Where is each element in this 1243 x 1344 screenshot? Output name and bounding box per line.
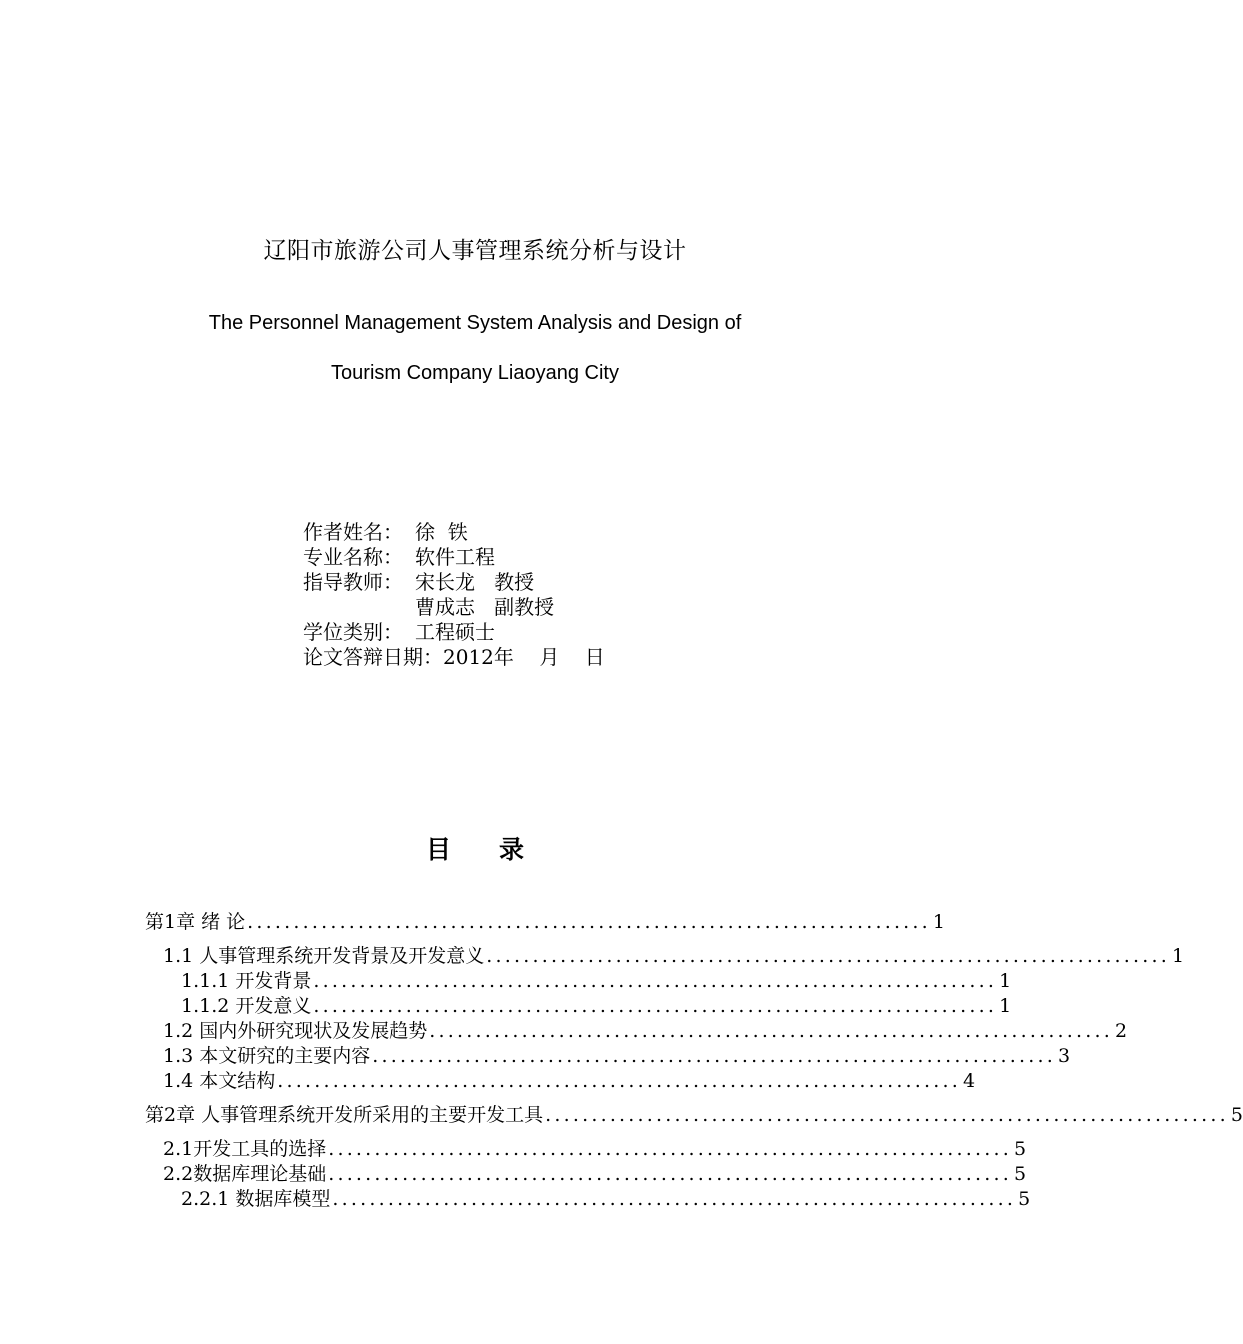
toc-leader-dots: .......................................................................... [313,995,998,1017]
toc-leader-dots: .......................................................................... [429,1020,1113,1042]
toc-entry[interactable] [145,969,1012,994]
author-value: 徐 铁 [415,520,468,544]
toc-entry-page: 1 [999,970,1012,992]
toc-leader-dots: .......................................................................... [328,1163,1012,1185]
toc-entry[interactable] [145,910,945,935]
toc-entry-page: 5 [1230,1104,1243,1126]
advisor-label: 指导教师： [303,570,403,594]
toc-entry-text: 2.2.1 数据库模型 [181,1188,331,1210]
toc-entry[interactable] [145,944,1185,969]
toc-leader-dots: .......................................................................... [545,1104,1229,1126]
major-label: 专业名称： [303,545,403,569]
major-value: 软件工程 [415,545,495,569]
defense-date-label: 论文答辩日期： [303,645,443,669]
thesis-title-english-line2: Tourism Company Liaoyang City [331,362,619,384]
toc-leader-dots: .......................................................................... [372,1045,1056,1067]
toc-entry[interactable] [145,994,1012,1019]
advisor-label-spacer [303,595,415,620]
toc-leader-dots: .......................................................................... [332,1188,1017,1210]
toc-leader-dots: .......................................................................... [328,1138,1012,1160]
toc-leader-dots: .......................................................................... [486,945,1170,967]
toc-entry[interactable] [145,1019,1128,1044]
toc-entry-page: 1 [999,995,1012,1017]
toc-entry-text: 1.4 本文结构 [163,1070,276,1092]
author-row [303,520,605,545]
toc-entry-text: 第2章 人事管理系统开发所采用的主要开发工具 [145,1104,544,1126]
toc-entry-page: 1 [1172,945,1185,967]
toc-leader-dots: .......................................................................... [277,1070,961,1092]
toc-entry-text: 1.2 国内外研究现状及发展趋势 [163,1020,428,1042]
toc-entry-text: 1.1.2 开发意义 [181,995,312,1017]
toc-entry-text: 2.2数据库理论基础 [163,1163,327,1185]
toc-entry[interactable] [145,1187,1031,1212]
advisor-value-2: 曹成志 副教授 [415,595,555,619]
thesis-info-block [303,520,605,670]
toc-leader-dots: .......................................................................... [313,970,998,992]
thesis-title-english-line1: The Personnel Management System Analysis and Design of [208,312,742,334]
advisor-row-2 [303,595,605,620]
toc-entry-text: 1.1 人事管理系统开发背景及开发意义 [163,945,485,967]
toc-entry[interactable] [145,1137,1027,1162]
toc-entry-page: 5 [1018,1188,1031,1210]
toc-entry-page: 2 [1115,1020,1128,1042]
advisor-value-1: 宋长龙 教授 [415,570,535,594]
toc-entry-text: 1.3 本文研究的主要内容 [163,1045,371,1067]
toc-entry[interactable] [145,1044,1071,1069]
toc-entry-page: 5 [1013,1163,1027,1185]
defense-date-value: 2012年 月 日 [443,645,605,669]
toc-entry-text: 2.1开发工具的选择 [163,1138,327,1160]
toc-entry-page: 3 [1058,1045,1071,1067]
toc-entry[interactable] [145,1162,1027,1187]
toc-entry-page: 4 [963,1070,976,1092]
degree-label: 学位类别： [303,620,403,644]
toc-entry-text: 第1章 绪 论 [145,911,246,933]
toc-entry[interactable] [145,1069,976,1094]
advisor-row [303,570,605,595]
degree-value: 工程硕士 [415,620,495,644]
toc-entry-page: 1 [932,911,945,933]
toc-entry-text: 1.1.1 开发背景 [181,970,312,992]
author-label: 作者姓名： [303,520,403,544]
thesis-title-chinese: 辽阳市旅游公司人事管理系统分析与设计 [263,238,687,264]
major-row [303,545,605,570]
toc-leader-dots: .......................................................................... [247,911,931,933]
table-of-contents [145,910,1243,1212]
toc-heading: 目录 [425,835,572,864]
defense-date-row [303,645,605,670]
toc-entry-page: 5 [1013,1138,1027,1160]
degree-row [303,620,605,645]
toc-entry[interactable] [145,1103,1243,1128]
